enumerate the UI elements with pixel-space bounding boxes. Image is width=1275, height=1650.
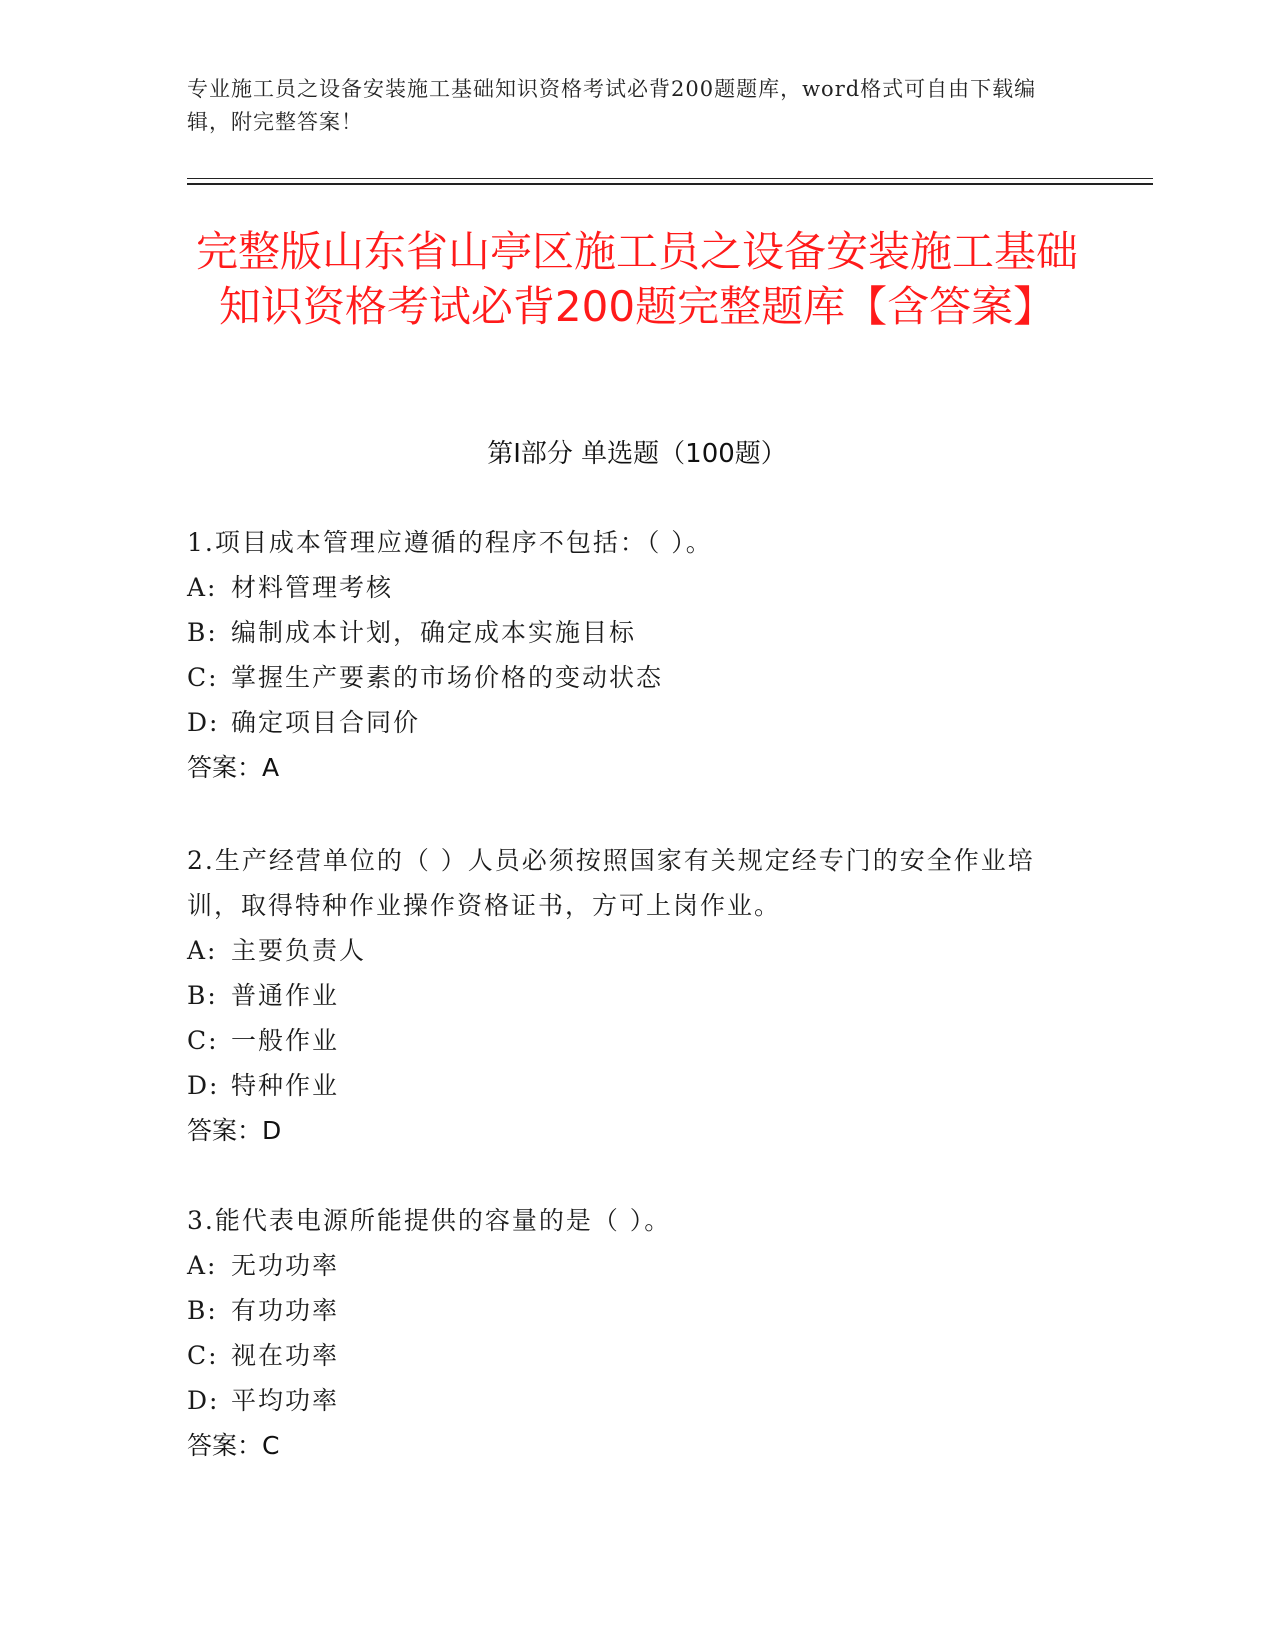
question-2 (187, 838, 1087, 1153)
answer: 答案：C (187, 1431, 280, 1460)
option-a (187, 1243, 1087, 1288)
option-text: 材料管理考核 (231, 573, 394, 602)
option-letter: A: (187, 573, 218, 602)
option-letter: D: (187, 708, 220, 737)
option-text: 确定项目合同价 (231, 708, 421, 737)
option-b (187, 1288, 1087, 1333)
question-stem: 2.生产经营单位的（ ）人员必须按照国家有关规定经专门的安全作业培训，取得特种作业操作资格证书，方可上岗作业。 (187, 846, 1035, 920)
option-letter: D: (187, 1386, 220, 1415)
option-text: 特种作业 (231, 1071, 340, 1100)
option-c (187, 1333, 1087, 1378)
option-letter: B: (187, 618, 218, 647)
option-text: 一般作业 (231, 1026, 340, 1055)
option-letter: A: (187, 936, 218, 965)
option-a (187, 565, 1087, 610)
option-d (187, 1378, 1087, 1423)
option-a (187, 928, 1087, 973)
option-text: 视在功率 (231, 1341, 340, 1370)
answer: 答案：D (187, 1116, 282, 1145)
option-d (187, 1063, 1087, 1108)
option-text: 掌握生产要素的市场价格的变动状态 (231, 663, 664, 692)
option-letter: C: (187, 1026, 219, 1055)
option-letter: B: (187, 981, 218, 1010)
option-c (187, 1018, 1087, 1063)
option-text: 平均功率 (231, 1386, 340, 1415)
document-title: 完整版山东省山亭区施工员之设备安装施工基础知识资格考试必背200题完整题库【含答案】 (195, 227, 1078, 331)
question-stem: 1.项目成本管理应遵循的程序不包括：（ ）。 (187, 528, 713, 557)
option-b (187, 610, 1087, 655)
answer: 答案：A (187, 753, 280, 782)
option-text: 普通作业 (231, 981, 340, 1010)
option-text: 无功功率 (231, 1251, 340, 1280)
option-c (187, 655, 1087, 700)
question-stem: 3.能代表电源所能提供的容量的是（ ）。 (187, 1206, 672, 1235)
question-3 (187, 1198, 1087, 1468)
option-letter: A: (187, 1251, 218, 1280)
option-b (187, 973, 1087, 1018)
option-d (187, 700, 1087, 745)
header-rule-thin (187, 178, 1153, 179)
option-text: 有功功率 (231, 1296, 340, 1325)
option-letter: B: (187, 1296, 218, 1325)
option-letter: C: (187, 663, 219, 692)
option-text: 主要负责人 (231, 936, 367, 965)
section-title: 第Ⅰ部分 单选题（100题） (487, 439, 787, 469)
header-note: 专业施工员之设备安装施工基础知识资格考试必背200题题库，word格式可自由下载编辑，附完整答案！ (187, 77, 1037, 134)
option-letter: C: (187, 1341, 219, 1370)
option-letter: D: (187, 1071, 220, 1100)
header-rule-thick (187, 183, 1153, 185)
question-1 (187, 520, 1087, 790)
option-text: 编制成本计划，确定成本实施目标 (231, 618, 637, 647)
